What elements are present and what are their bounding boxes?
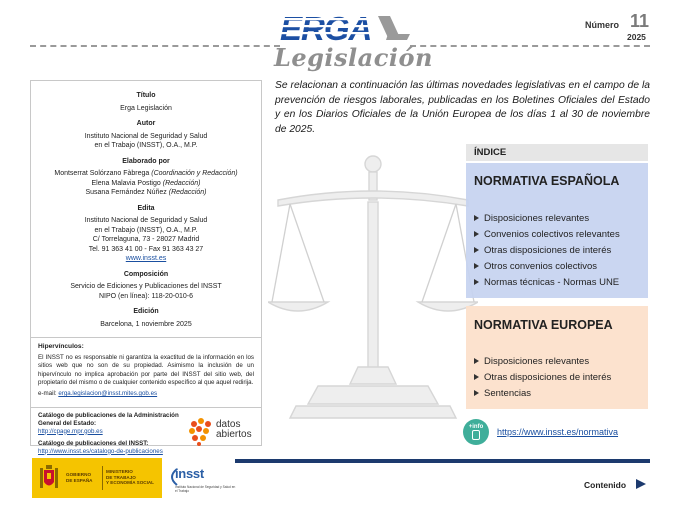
composicion-heading: Composición bbox=[123, 270, 169, 278]
email-label: e-mail: bbox=[38, 389, 57, 397]
index-item-label: Disposiciones relevantes bbox=[484, 356, 590, 367]
credits-edita-section bbox=[31, 204, 261, 264]
catalog-insst bbox=[38, 440, 188, 456]
email-line bbox=[38, 390, 254, 399]
ministerio-line: DE TRABAJO bbox=[106, 474, 136, 480]
hyperlinks-heading: Hipervínculos: bbox=[38, 343, 84, 350]
composicion-line: NIPO (en línea): 118-20-010-6 bbox=[98, 292, 194, 300]
person-name: Montserrat Solórzano Fàbrega bbox=[54, 170, 150, 177]
person-line bbox=[31, 169, 261, 179]
gobierno-line: DE ESPAÑA bbox=[66, 477, 93, 483]
issue-number: 11 bbox=[630, 11, 650, 31]
footer-line bbox=[235, 459, 650, 463]
elaborado-heading: Elaborado por bbox=[122, 157, 170, 165]
triangle-bullet-icon bbox=[474, 374, 479, 380]
intro-paragraph: Se relacionan a continuación las últimas novedades legislativas en el campo de la prevención de riesgos laborales, publicadas en los Boletines Oficiales del Estado y en los Diarios Oficiales de la Unión Europea de los días 1 al 30 de noviembre de 2025. bbox=[275, 80, 650, 135]
titulo-value: Erga Legislación bbox=[120, 104, 172, 112]
hyperlinks-text: El INSST no es responsable ni garantiza la exactitud de la información en los sitios web que no son de su propiedad. Asimismo la inclusión de un hipervínculo no implica aprobación por parte del INSST del sitio web, del propietario del mismo o de cualquier contenido específico al que aquel redirija. bbox=[38, 353, 254, 387]
catalog-section bbox=[31, 408, 261, 456]
index-item[interactable] bbox=[474, 261, 646, 272]
scales-of-justice-icon bbox=[268, 152, 478, 432]
edita-heading: Edita bbox=[137, 204, 155, 212]
normativa-link[interactable]: https://www.insst.es/normativa bbox=[497, 427, 619, 437]
index-item-label: Otras disposiciones de interés bbox=[484, 245, 612, 256]
next-arrow-icon[interactable] bbox=[636, 479, 646, 489]
edicion-value: Barcelona, 1 noviembre 2025 bbox=[100, 320, 192, 328]
email-link[interactable]: erga.legislacion@insst.mites.gob.es bbox=[58, 389, 158, 397]
catalog-insst-link[interactable]: http://www.insst.es/catalogo-de-publicaciones bbox=[38, 447, 163, 455]
person-role: (Redacción) bbox=[162, 179, 201, 187]
datos-abiertos-logo[interactable] bbox=[188, 416, 258, 450]
normativa-espanola-title: NORMATIVA ESPAÑOLA bbox=[474, 174, 620, 188]
titulo-heading: Título bbox=[136, 92, 156, 99]
datos-text-line: datos bbox=[216, 418, 241, 430]
logo-legislacion: Legislación bbox=[274, 43, 433, 72]
document-icon bbox=[472, 430, 480, 440]
triangle-bullet-icon bbox=[474, 263, 479, 269]
person-name: Susana Fernández Núñez bbox=[85, 189, 167, 196]
ministerio-text bbox=[106, 469, 154, 486]
triangle-bullet-icon bbox=[474, 215, 479, 221]
index-item-label: Otras disposiciones de interés bbox=[484, 372, 612, 383]
indice-label: ÍNDICE bbox=[474, 147, 507, 158]
index-item[interactable] bbox=[474, 277, 646, 288]
issue-number-label: Número bbox=[585, 20, 620, 30]
index-item-label: Convenios colectivos relevantes bbox=[484, 229, 620, 240]
edicion-heading: Edición bbox=[133, 308, 159, 315]
credits-elaborado-section bbox=[31, 157, 261, 198]
triangle-bullet-icon bbox=[474, 247, 479, 253]
autor-heading: Autor bbox=[136, 120, 156, 127]
datos-text-line: abiertos bbox=[216, 428, 252, 440]
person-role: (Coordinación y Redacción) bbox=[151, 170, 238, 177]
catalog-age-link[interactable]: http://cpage.mpr.gob.es bbox=[38, 427, 103, 435]
index-item[interactable] bbox=[474, 372, 646, 383]
credits-edicion-section bbox=[31, 307, 261, 329]
index-item-label: Disposiciones relevantes bbox=[484, 213, 590, 224]
erga-logo bbox=[270, 10, 433, 72]
erga-wordmark bbox=[270, 10, 420, 46]
insst-website-link[interactable]: www.insst.es bbox=[125, 255, 167, 262]
gobierno-text bbox=[66, 472, 92, 483]
index-item-label: Otros convenios colectivos bbox=[484, 261, 597, 272]
normativa-espanola-list bbox=[474, 213, 646, 293]
normativa-europea-title: NORMATIVA EUROPEA bbox=[474, 318, 613, 332]
index-item-label: Normas técnicas - Normas UNE bbox=[484, 277, 620, 288]
person-name: Elena Malavia Postigo bbox=[91, 179, 161, 187]
issue-year: 2025 bbox=[627, 32, 646, 42]
person-line bbox=[31, 188, 261, 198]
index-item[interactable] bbox=[474, 213, 646, 224]
credits-composicion-section bbox=[31, 270, 261, 302]
insst-wordmark: insst bbox=[175, 466, 204, 481]
normativa-espanola-box bbox=[466, 163, 648, 298]
normativa-europea-list bbox=[474, 356, 646, 404]
info-icon[interactable] bbox=[463, 419, 489, 445]
gobierno-espana-logo bbox=[32, 458, 162, 498]
coat-of-arms-icon bbox=[38, 464, 60, 492]
triangle-bullet-icon bbox=[474, 390, 479, 396]
edita-line: Tel. 91 363 41 00 - Fax 91 363 43 27 bbox=[88, 245, 204, 253]
datos-abiertos-text bbox=[216, 420, 252, 440]
ministerio-line: MINISTERIO bbox=[106, 469, 133, 474]
insst-logo bbox=[165, 465, 235, 499]
datos-abiertos-icon bbox=[188, 416, 214, 446]
credits-author-section bbox=[31, 119, 261, 151]
credits-box bbox=[30, 80, 262, 455]
composicion-line: Servicio de Ediciones y Publicaciones del INSST bbox=[70, 283, 222, 290]
catalog-age bbox=[38, 412, 188, 436]
triangle-bullet-icon bbox=[474, 358, 479, 364]
header-dashed-line-right bbox=[410, 45, 650, 47]
header-dashed-line-left bbox=[30, 45, 280, 47]
indice-header bbox=[466, 144, 648, 161]
hyperlinks-disclaimer bbox=[31, 338, 261, 399]
gobierno-line: GOBIERNO bbox=[66, 472, 92, 477]
catalog-age-heading: Catálogo de publicaciones de la Administración General del Estado: bbox=[38, 411, 179, 427]
index-item[interactable] bbox=[474, 229, 646, 240]
index-item-label: Sentencias bbox=[484, 388, 532, 399]
triangle-bullet-icon bbox=[474, 231, 479, 237]
insst-subtitle: Instituto Nacional de Seguridad y Salud en el Trabajo bbox=[175, 485, 236, 493]
catalog-insst-heading: Catálogo de publicaciones del INSST: bbox=[38, 439, 149, 447]
edita-line: Instituto Nacional de Seguridad y Salud bbox=[84, 217, 208, 224]
logo-separator bbox=[102, 466, 103, 490]
info-icon-label: +info bbox=[468, 424, 484, 430]
contenido-link[interactable]: Contenido bbox=[584, 480, 627, 490]
index-item[interactable] bbox=[474, 356, 646, 367]
autor-line: en el Trabajo (INSST), O.A., M.P. bbox=[94, 142, 198, 149]
edita-line: en el Trabajo (INSST), O.A., M.P. bbox=[94, 226, 198, 234]
triangle-bullet-icon bbox=[474, 279, 479, 285]
edita-line: C/ Torrelaguna, 73 - 28027 Madrid bbox=[92, 236, 200, 243]
normativa-europea-box bbox=[466, 306, 648, 409]
index-item[interactable] bbox=[474, 245, 646, 256]
person-line bbox=[31, 179, 261, 189]
credits-title-section bbox=[31, 91, 261, 113]
autor-line: Instituto Nacional de Seguridad y Salud bbox=[84, 132, 208, 140]
ministerio-line: Y ECONOMÍA SOCIAL bbox=[106, 480, 154, 486]
index-item[interactable] bbox=[474, 388, 646, 399]
person-role: (Redacción) bbox=[168, 189, 207, 196]
